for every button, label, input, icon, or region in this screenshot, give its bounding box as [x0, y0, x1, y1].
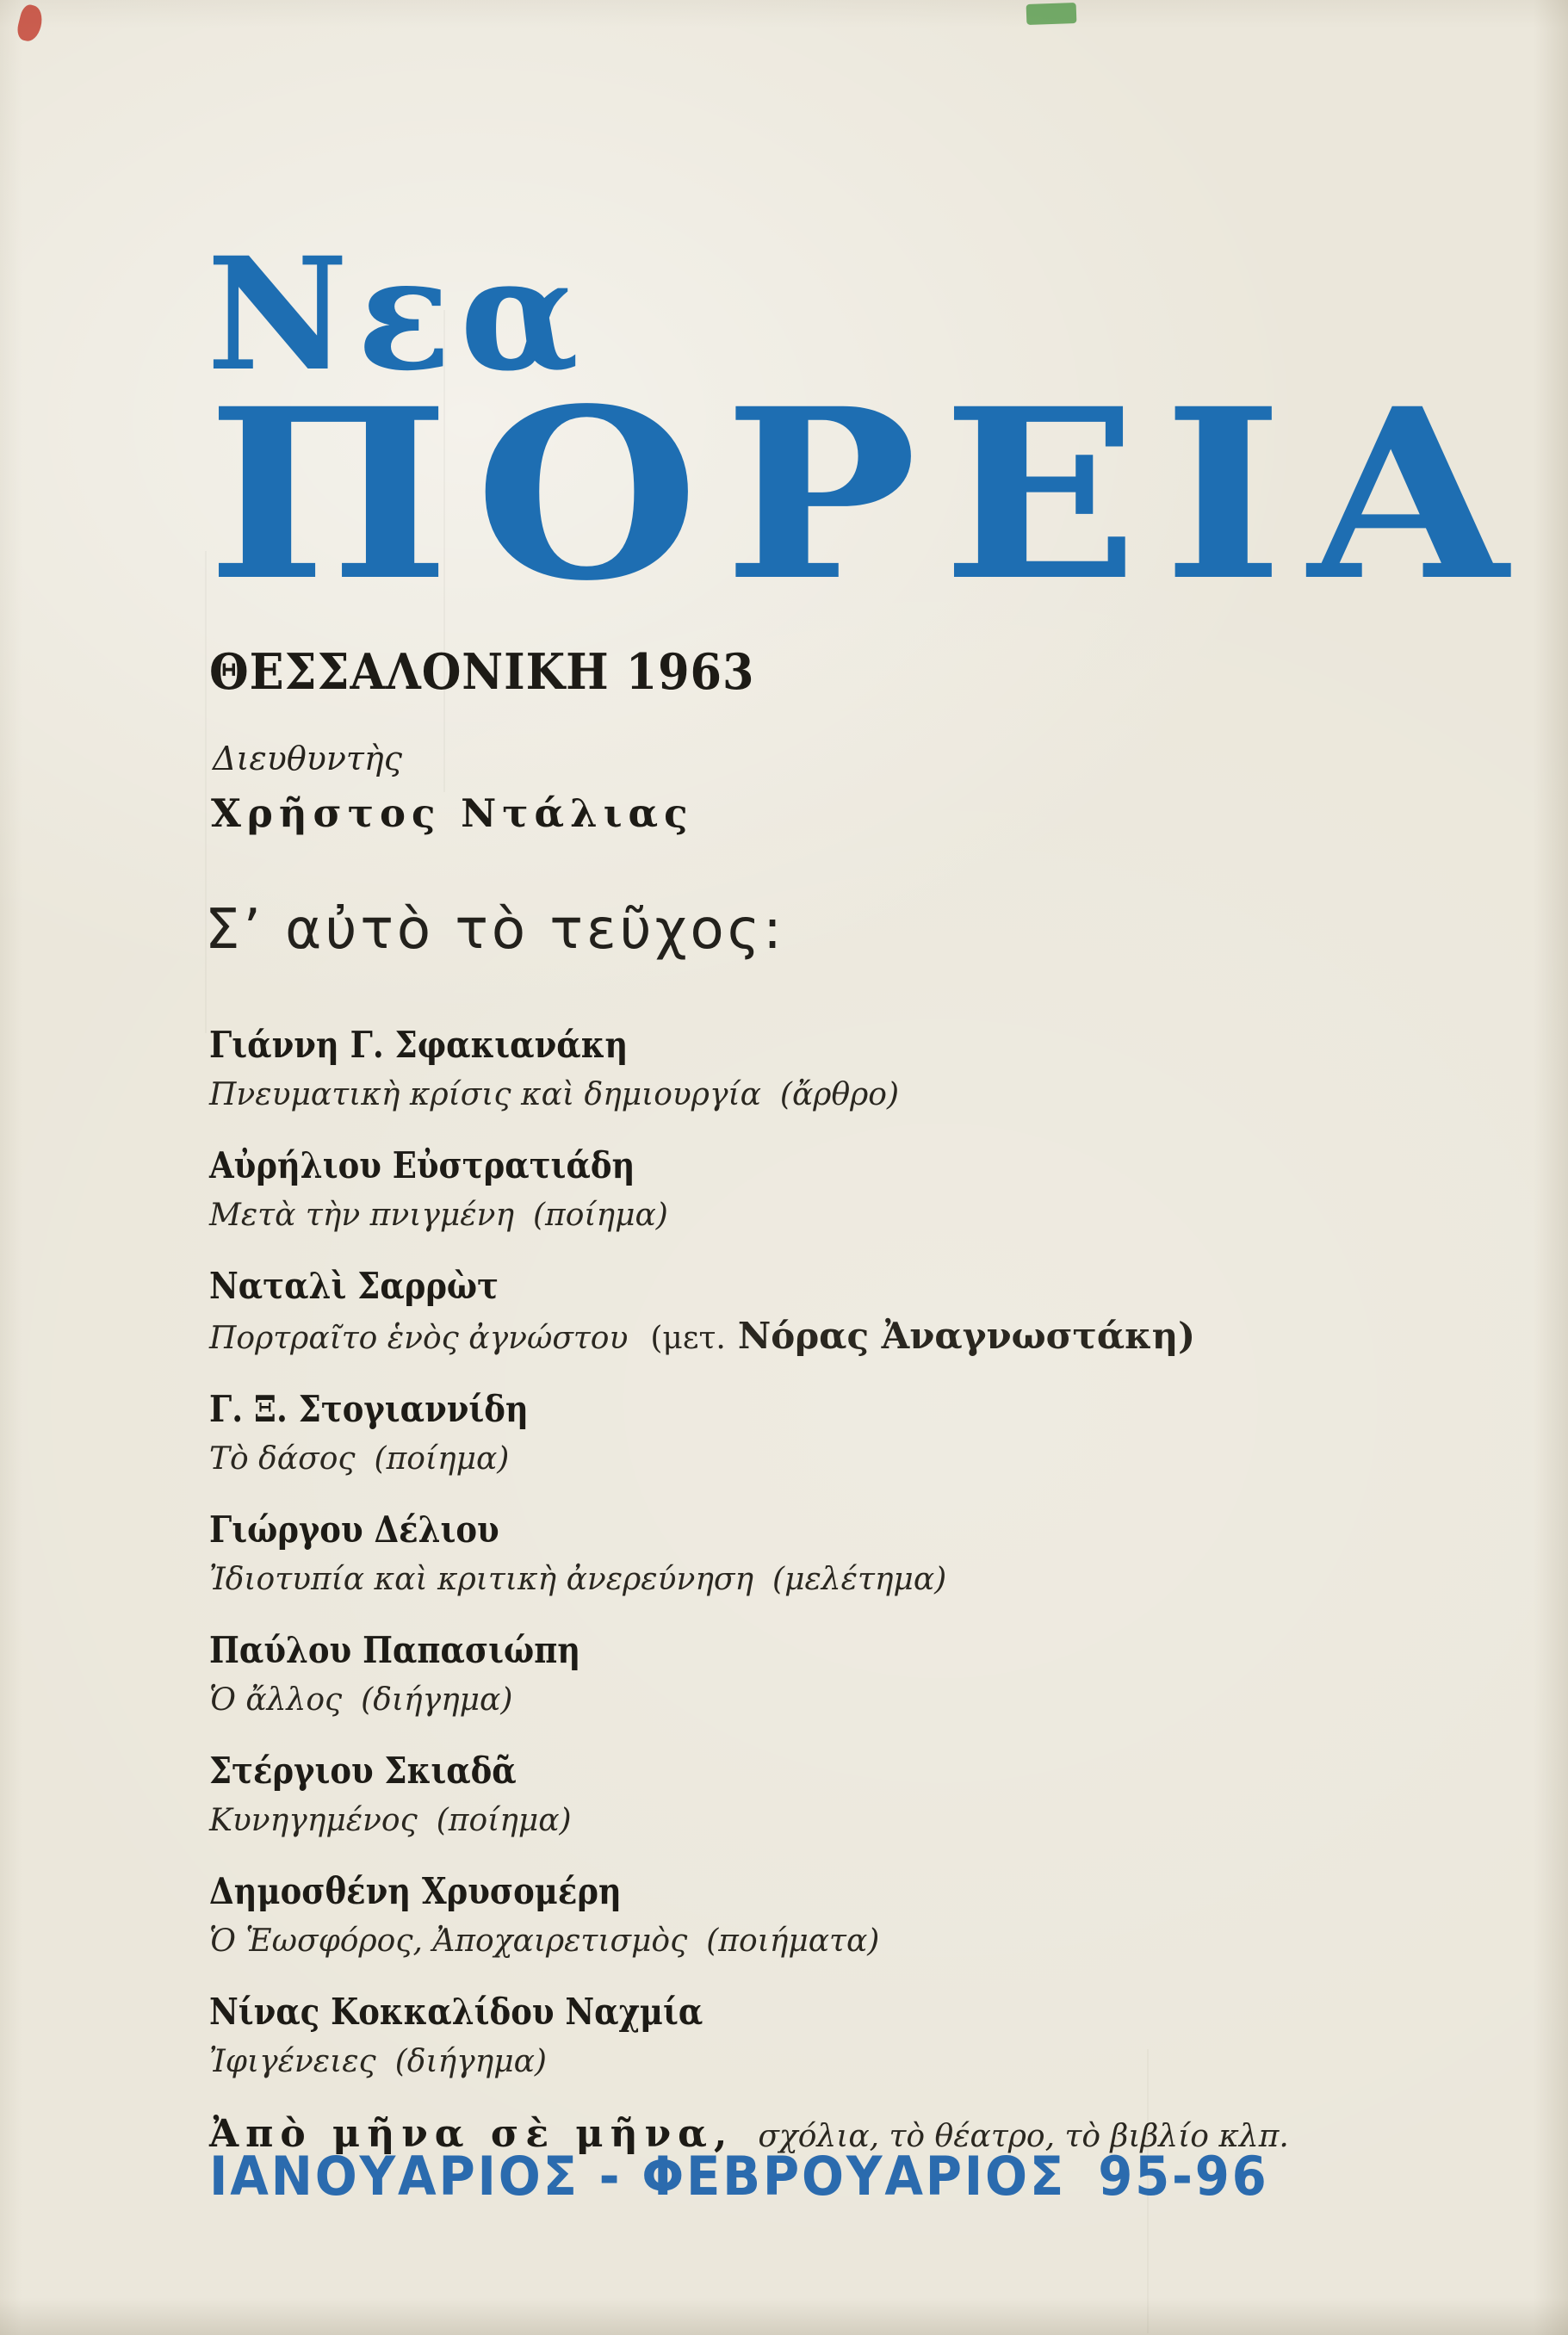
toc-entry	[209, 1508, 1484, 1597]
entry-work-line	[209, 1804, 1484, 1838]
entry-work-line	[209, 2045, 1484, 2079]
entry-author: Στέργιου Σκιαδᾶ	[209, 1750, 517, 1792]
entry-work-title: Μετὰ τὴν πνιγμένη	[209, 1198, 515, 1233]
entry-work-line	[209, 1924, 1484, 1959]
entry-genre: (ποίημα)	[436, 1803, 572, 1838]
scan-mark-red	[15, 3, 45, 43]
entry-translator: Νόρας Ἀναγνωστάκη)	[737, 1315, 1196, 1357]
entry-author: Γιάννη Γ. Σφακιανάκη	[209, 1024, 629, 1066]
scan-mark-green	[1026, 3, 1077, 25]
entry-author: Δημοσθένη Χρυσομέρη	[209, 1870, 622, 1912]
entry-genre: (μελέτημα)	[772, 1562, 947, 1597]
entry-author: Νίνας Κοκκαλίδου Ναχμία	[209, 1991, 703, 2033]
monthly-column-title: Ἀπὸ μῆνα σὲ μῆνα,	[209, 2112, 734, 2156]
entry-work-line	[209, 1683, 1484, 1718]
entry-work-title: Ἰφιγένειες	[209, 2044, 376, 2079]
monthly-column-description: σχόλια, τὸ θέατρο, τὸ βιβλίο κλπ.	[758, 2119, 1289, 2154]
toc-entry	[209, 1993, 1484, 2079]
entry-translation-prefix: (μετ.	[650, 1321, 726, 1356]
entry-author: Αὐρήλιου Εὐστρατιάδη	[209, 1144, 635, 1186]
entry-author: Γ. Ξ. Στογιαννίδη	[209, 1388, 529, 1430]
toc-heading: Σ’ αὐτὸ τὸ τεῦχος:	[205, 898, 785, 962]
entry-work-title: Κυνηγημένος	[209, 1803, 418, 1838]
entry-author: Γιώργου Δέλιου	[209, 1508, 499, 1551]
entry-work-title: Τὸ δάσος	[209, 1441, 356, 1477]
director-label: Διευθυντὴς	[213, 740, 402, 777]
entry-genre: (διήγημα)	[394, 2044, 547, 2079]
entry-genre: (ἄρθρο)	[779, 1077, 899, 1112]
toc-entry	[209, 1870, 1484, 1959]
entry-work-line	[209, 1078, 1484, 1112]
toc-entry	[209, 1144, 1484, 1233]
entry-genre: (ποίημα)	[374, 1441, 510, 1477]
toc-entry	[209, 1629, 1484, 1718]
issue-date-line	[209, 2145, 1269, 2208]
entry-author: Ναταλὶ Σαρρὼτ	[209, 1265, 499, 1307]
entry-work-title: Πορτραῖτο ἑνὸς ἀγνώστου	[209, 1321, 629, 1356]
table-of-contents	[209, 1026, 1484, 2158]
toc-entry	[209, 1752, 1484, 1838]
entry-genre: (ποίημα)	[533, 1198, 668, 1233]
issue-numbers: 95-96	[1098, 2145, 1269, 2208]
entry-genre: (ποιήματα)	[706, 1923, 880, 1959]
director-name: Χρῆστος Ντάλιας	[211, 790, 694, 836]
toc-entry	[209, 1390, 1484, 1477]
toc-entry	[209, 1026, 1484, 1112]
toc-entry	[209, 1267, 1484, 1356]
entry-work-title: Ὁ Ἑωσφόρος, Ἀποχαιρετισμὸς	[209, 1923, 688, 1959]
entry-author: Παύλου Παπασιώπη	[209, 1629, 581, 1671]
entry-work-line	[209, 1563, 1484, 1597]
entry-work-line	[209, 1198, 1484, 1233]
masthead-line2: ΠΟΡΕΙΑ	[207, 358, 1533, 633]
entry-work-title: Ὁ ἄλλος	[209, 1682, 343, 1718]
entry-work-line	[209, 1442, 1484, 1477]
issue-months: ΙΑΝΟΥΑΡΙΟΣ - ΦΕΒΡΟΥΑΡΙΟΣ	[209, 2145, 1067, 2208]
entry-work-title: Ἰδιοτυπία καὶ κριτικὴ ἀνερεύνηση	[209, 1562, 754, 1597]
masthead-line1: Νεα	[207, 224, 588, 406]
entry-work-line	[209, 1315, 1484, 1357]
city-year: ΘΕΣΣΑΛΟΝΙΚΗ 1963	[209, 643, 755, 701]
entry-work-title: Πνευματικὴ κρίσις καὶ δημιουργία	[209, 1077, 761, 1112]
entry-genre: (διήγημα)	[361, 1682, 513, 1718]
